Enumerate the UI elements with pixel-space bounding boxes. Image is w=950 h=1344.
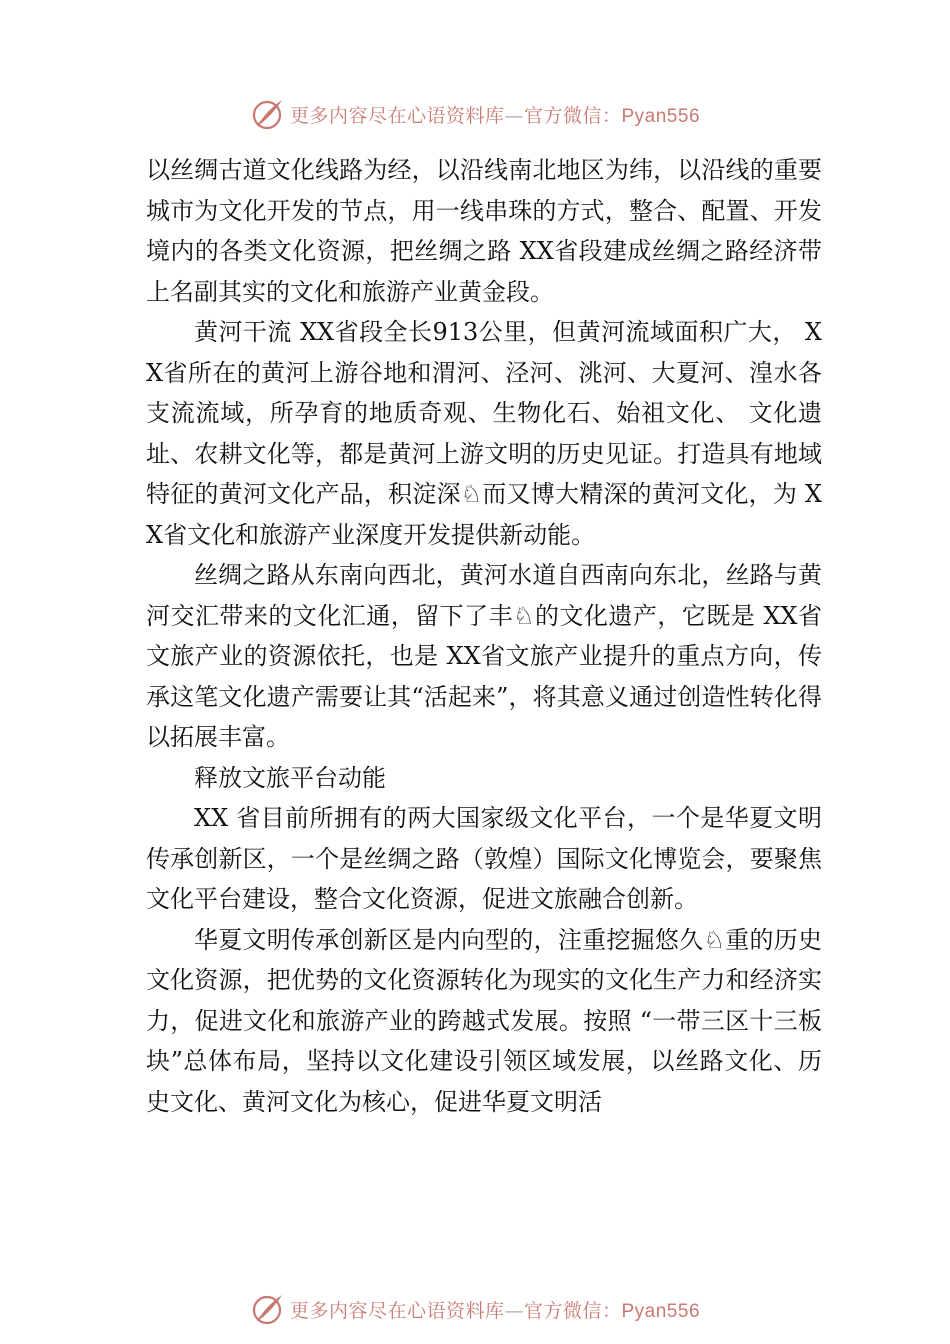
section-heading: 释放文旅平台动能 — [194, 763, 386, 792]
quill-pen-logo-icon — [250, 96, 286, 132]
footer-watermark — [0, 1289, 950, 1329]
watermark-separator: — — [504, 104, 524, 127]
document-body — [146, 150, 822, 1122]
paragraph-5: 华夏文明传承创新区是内向型的，注重挖掘悠久♘重的历史文化资源，把优势的文化资源转化为现实的文化生产力和经济实力，促进文化和旅游产业的跨越式发展。按照 “一带三区十三板块”总体布局，坚持以文化建设引领区域发展，以丝路文化、历史文化、黄河文化为核心，促进华夏文明活 — [146, 925, 822, 1116]
paragraph-1: 以丝绸古道文化线路为经，以沿线南北地区为纬，以沿线的重要城市为文化开发的节点，用一线串珠的方式，整合、配置、开发境内的各类文化资源，把丝绸之路 XX省段建成丝绸之路经济带上名副其实的文化和旅游产业黄金段。 — [146, 156, 822, 306]
paragraph-2: 黄河干流 XX省段全长913公里，但黄河流域面积广大， XX省所在的黄河上游谷地和渭河、泾河、洮河、大夏河、湟水各支流流域，所孕育的地质奇观、生物化石、始祖文化、 文化遗址、农耕文化等，都是黄河上游文明的历史见证。打造具有地域特征的黄河文化产品，积淀深♘而又博大精深的黄河文化，为 XX省文化和旅游产业深度开发提供新动能。 — [146, 318, 822, 549]
watermark-wechat-label: 官方微信： — [523, 1299, 622, 1322]
watermark-text — [290, 1296, 700, 1323]
watermark-separator: — — [504, 1299, 524, 1322]
paragraph-3: 丝绸之路从东南向西北，黄河水道自西南向东北，丝路与黄河交汇带来的文化汇通，留下了丰♘的文化遗产，它既是 XX省文旅产业的资源依托，也是 XX省文旅产业提升的重点方向，传承这笔文化遗产需要让其“活起来”，将其意义通过创造性转化得以拓展丰富。 — [146, 561, 822, 751]
watermark-wechat-handle: Pyan556 — [621, 105, 701, 127]
watermark-wechat-handle: Pyan556 — [621, 1300, 701, 1322]
watermark-wechat-label: 官方微信： — [523, 104, 622, 127]
quill-pen-logo-icon — [250, 1291, 286, 1327]
header-watermark — [0, 94, 950, 134]
watermark-title: 更多内容尽在心语资料库 — [289, 104, 505, 127]
watermark-text — [290, 101, 700, 128]
watermark-title: 更多内容尽在心语资料库 — [289, 1299, 505, 1322]
paragraph-4: XX 省目前所拥有的两大国家级文化平台，一个是华夏文明传承创新区，一个是丝绸之路（敦煌）国际文化博览会，要聚焦文化平台建设，整合文化资源，促进文旅融合创新。 — [146, 804, 822, 913]
